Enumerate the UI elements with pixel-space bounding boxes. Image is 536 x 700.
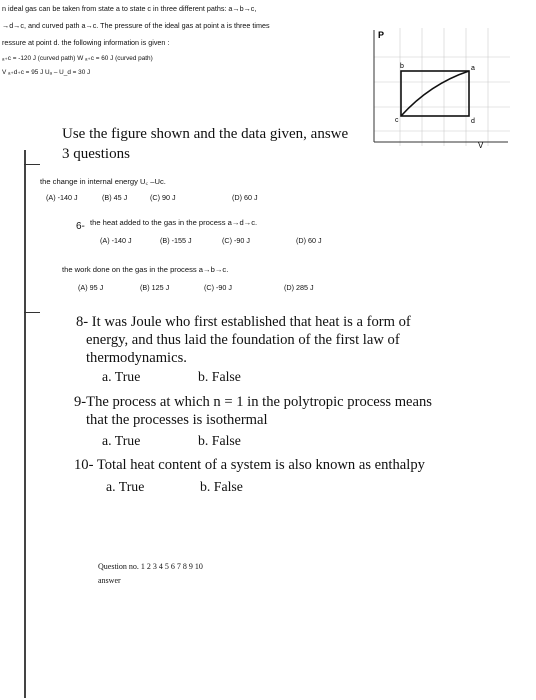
q9-line-2: that the processes is isothermal <box>86 412 268 428</box>
point-d-label: d <box>471 118 475 125</box>
q10-option-true[interactable]: a. True <box>106 479 145 494</box>
header-line-3: ressure at point d. the following information is given : <box>2 38 170 47</box>
q8-line-3: thermodynamics. <box>86 350 187 366</box>
q6-number: 6- <box>76 221 85 232</box>
margin-rule <box>24 150 26 698</box>
q9-option-true[interactable]: a. True <box>102 433 141 448</box>
q5-option-b[interactable]: (B) 45 J <box>102 193 128 202</box>
graph-grid <box>374 28 510 146</box>
q10-line-1: 10- Total heat content of a system is also known as enthalpy <box>74 457 425 473</box>
curved-path <box>401 71 469 116</box>
q5-option-a[interactable]: (A) -140 J <box>46 193 78 202</box>
point-a-label: a <box>471 65 475 72</box>
header-line-4: ₐ₊c = -120 J (curved path) W ₐ₊c = 60 J (curved path) <box>2 55 153 62</box>
q8-option-false[interactable]: b. False <box>198 369 241 384</box>
q6-text: the heat added to the gas in the process a→d→c. <box>90 218 258 227</box>
q7-option-b[interactable]: (B) 125 J <box>140 283 170 292</box>
q5-text: the change in internal energy U꜀ –Uc. <box>40 177 166 186</box>
q8-option-true[interactable]: a. True <box>102 369 141 384</box>
path-rectangle <box>401 71 469 116</box>
point-b-label: b <box>400 63 404 70</box>
q7-option-d[interactable]: (D) 285 J <box>284 283 314 292</box>
q10-option-false[interactable]: b. False <box>200 479 243 494</box>
intro-line-1: Use the figure shown and the data given, answe <box>62 126 349 142</box>
q8-line-1: 8- It was Joule who first established that heat is a form of <box>76 314 411 330</box>
q7-text: the work done on the gas in the process a→b→c. <box>62 265 229 274</box>
q6-option-b[interactable]: (B) -155 J <box>160 236 192 245</box>
margin-tick <box>24 164 40 165</box>
q7-option-c[interactable]: (C) -90 J <box>204 283 232 292</box>
v-label: V <box>478 141 484 150</box>
q6-option-a[interactable]: (A) -140 J <box>100 236 132 245</box>
header-line-2: →d→c, and curved path a→c. The pressure of the ideal gas at point a is three times <box>2 21 270 30</box>
q8-line-2: energy, and thus laid the foundation of the first law of <box>86 332 400 348</box>
q9-option-false[interactable]: b. False <box>198 433 241 448</box>
q5-option-c[interactable]: (C) 90 J <box>150 193 176 202</box>
q7-option-a[interactable]: (A) 95 J <box>78 283 104 292</box>
q5-option-d[interactable]: (D) 60 J <box>232 193 258 202</box>
header-line-1: n ideal gas can be taken from state a to state c in three different paths: a→b→c, <box>2 4 257 13</box>
q6-option-c[interactable]: (C) -90 J <box>222 236 250 245</box>
question-number-row: Question no. 1 2 3 4 5 6 7 8 9 10 <box>98 562 203 571</box>
answer-row-label: answer <box>98 576 121 585</box>
header-line-5: V ₐ₊d₊c = 95 J Uₐ – U_d = 30 J <box>2 69 91 76</box>
intro-line-2: 3 questions <box>62 146 130 162</box>
margin-tick <box>24 312 40 313</box>
q9-line-1: 9-The process at which n = 1 in the polytropic process means <box>74 394 432 410</box>
pv-diagram <box>360 22 512 152</box>
q6-option-d[interactable]: (D) 60 J <box>296 236 322 245</box>
point-c-label: c <box>395 117 399 124</box>
p-label: P <box>378 30 385 40</box>
